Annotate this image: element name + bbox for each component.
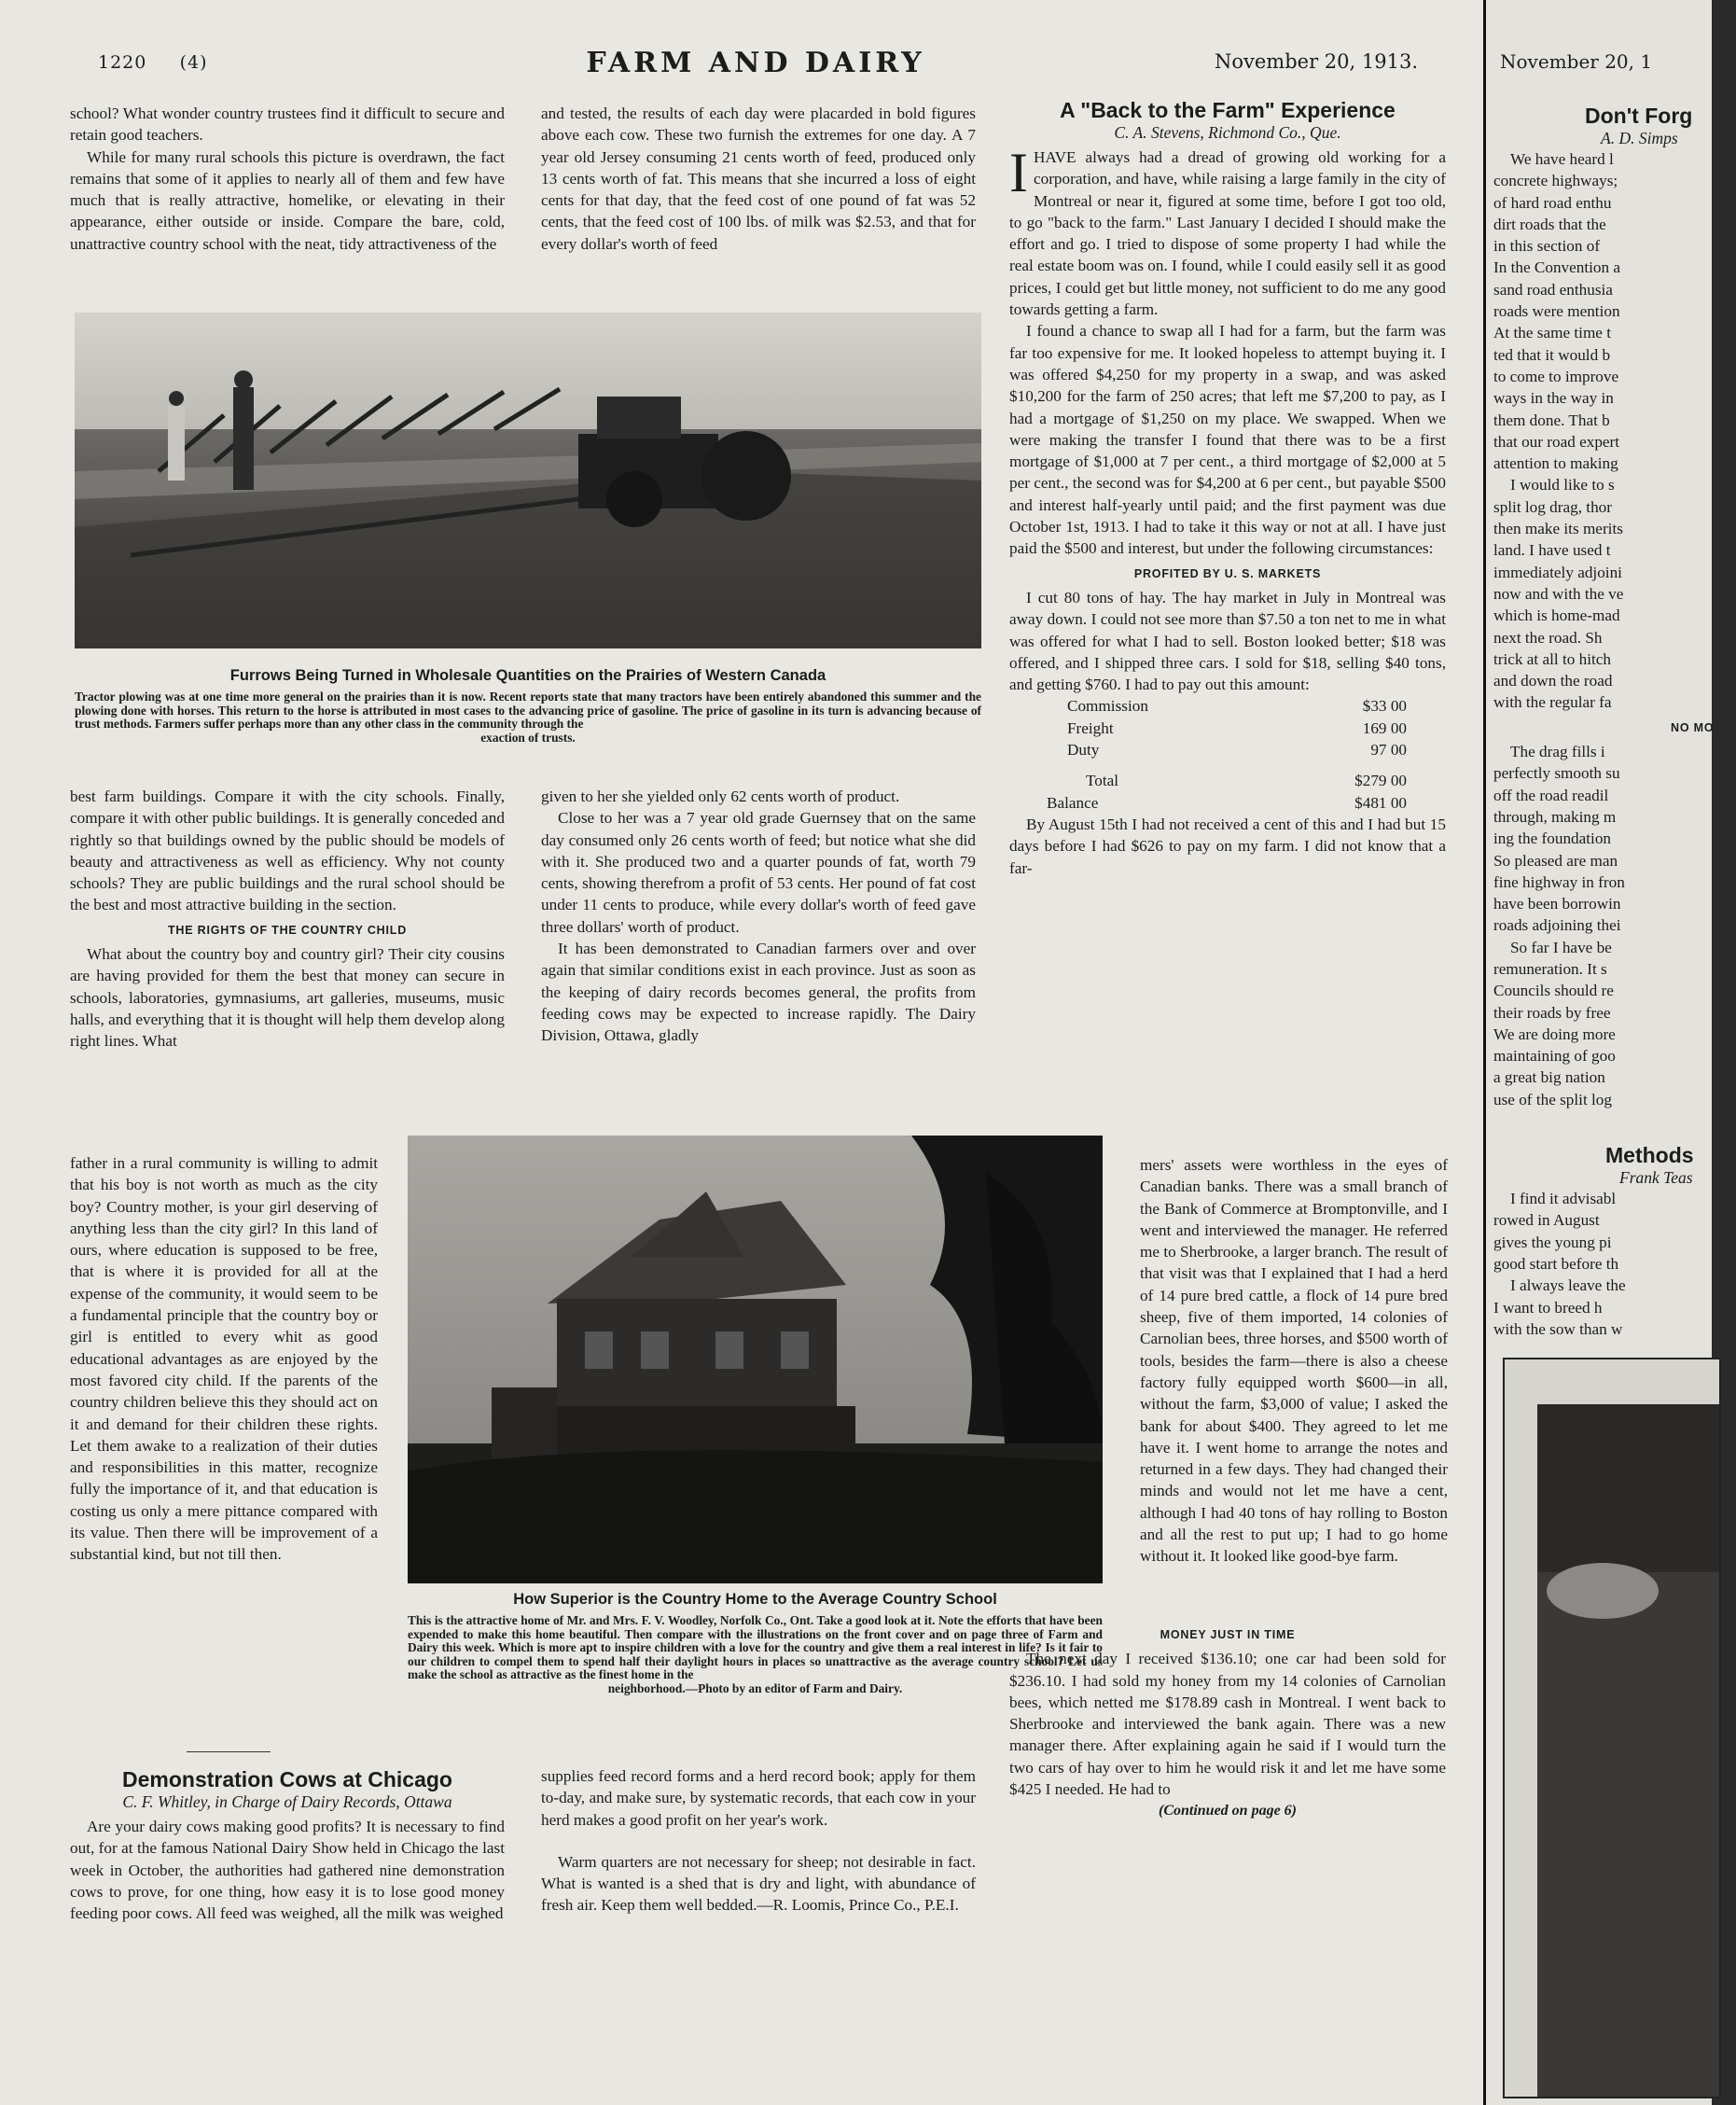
- continued-note: (Continued on page 6): [1158, 1803, 1297, 1819]
- paragraph: It has been demonstrated to Canadian farmers over and over again that similar conditions exist in each province. Just as soon as the keeping of dairy records becomes general, the profits from feeding cows may be expected to increase rapidly. The Dairy Division, Ottawa, gladly: [541, 940, 976, 1045]
- paragraph: best farm buildings. Compare it with the city schools. Finally, compare it with other public buildings. It is generally conceded and rightly so that buildings owned by the public should be models of beauty and attractiveness as well as efficiency. Why not county schools? They are public buildings and the rural school should be the best and most attractive building in the section.: [70, 788, 505, 914]
- paragraph: The next day I received $136.10; one car had been sold for $236.10. I had sold my honey from my 14 colonies of Carnolian bees, which netted me $178.89 cash in Montreal. I went back to Sherbrooke and interviewed the bank again. There was a new manager there. After explaining again he said if I would turn the two cars of hay over to him he would risk it and let me have some $425 I needed. He had to: [1009, 1650, 1446, 1799]
- section-divider: [187, 1751, 271, 1752]
- article-byline: Frank Teas: [1619, 1168, 1693, 1188]
- right-page-date: November 20, 1: [1500, 50, 1653, 73]
- paragraph: What about the country boy and country girl? Their city cousins are having provided for them the best that money can secure in schools, laboratories, gymnasiums, art galleries, museums, music halls, and everything that it is thought will help them develop along right lines. What: [70, 945, 505, 1051]
- article-title: Demonstration Cows at Chicago: [122, 1767, 452, 1791]
- col1-middle: [70, 786, 505, 1052]
- paragraph: and tested, the results of each day were placarded in bold figures above each cow. These two furnish the extremes for one day. A 7 year old Jersey consuming 21 cents worth of feed, produced only 13 cents worth of fat. This means that she incurred a loss of eight cents for that day, that the feed cost of one pound of fat was 52 cents, that the feed cost of 100 lbs. of milk was $2.53, and that for every dollar's worth of feed: [541, 105, 976, 253]
- paragraph: IHAVE always had a dread of growing old working for a corporation, and have, while raising a large family in the city of Montreal or near it, figured at some time, before I got too old, to go "back to the farm." Last January I decided I should make the effort and go. I tried to dispose of some property I had while the real estate boom was on. I found, while I could easily sell it as good prices, I could get but little money, not sufficient to do me any good towards getting a farm.: [1009, 142, 1446, 319]
- back-to-farm-article: [1009, 97, 1446, 879]
- col2-top: [541, 103, 976, 255]
- drop-cap: I: [1009, 142, 1028, 203]
- table-row: Duty 97 00: [1067, 741, 1407, 760]
- subhead-rights: THE RIGHTS OF THE COUNTRY CHILD: [167, 923, 408, 937]
- paragraph: school? What wonder country trustees find it difficult to secure and retain good teachers.: [70, 105, 505, 145]
- text-block: I find it advisabl rowed in August gives the young pi good start before th I always leave the I want to breed h with the sow than w: [1493, 1190, 1626, 1338]
- sheep-note: Warm quarters are not necessary for sheep; not desirable in fact. What is wanted is a shed that is dry and light, with abundance of fresh air. Keep them well bedded.—R. Loomis, Prince Co., P.E.I.: [541, 1852, 976, 1915]
- caption-text: Tractor plowing was at one time more general on the prairies than it is now. Recent reports state that many tractors have been entirely abandoned this summer and the plowing done with horses. This return to the horse is attributed in most cases to the advancing price of gasoline. The price of gasoline in its turn is advancing because of trust methods. Farmers suffer perhaps more than any other class in the community through the: [75, 690, 981, 732]
- table-row: Commission $33 00: [1067, 697, 1407, 716]
- table-total: Total $279 00: [1086, 772, 1407, 790]
- subhead-markets: PROFITED BY U. S. MARKETS: [1133, 566, 1322, 580]
- country-home-image: [408, 1136, 1103, 1583]
- country-home-photo: [408, 1136, 1103, 1583]
- paragraph: father in a rural community is willing to admit that his boy is not worth as much as the city boy? Country mother, is your girl deserving of anything less than the city girl? In this land of ours, where education is supposed to be free, that is where it is provided for all at the expense of the community, it would seem to be a fundamental principle that the country boy or girl is entitled to every whit as good educational advantages as are enjoyed by the most favored city child. If the parents of the country children believe this they should act on it and demand for their children these rights. Let them awake to a realization of their duties and responsibilities in this matter, recognize fully the importance of it, and that education is costing us only a mere pittance compared with its value. Then there will be improvement of a substantial kind, but not till then.: [70, 1154, 378, 1564]
- article-title: A "Back to the Farm" Experience: [1060, 98, 1396, 122]
- masthead: [93, 45, 1418, 82]
- paragraph: given to her she yielded only 62 cents worth of product.: [541, 788, 900, 805]
- paragraph: Are your dairy cows making good profits? It is necessary to find out, for at the famous National Dairy Show held in Chicago the last week in October, the authorities had gathered nine demonstration cows to prove, for one thing, how easy it is to lose good money feeding poor cows. All feed was weighed, all the milk was weighed: [70, 1818, 505, 1923]
- right-page-column: [1493, 103, 1736, 1340]
- expense-table: [1009, 695, 1446, 813]
- farm-article-bottom: [1009, 1621, 1446, 1822]
- caption-text: This is the attractive home of Mr. and Mrs. F. V. Woodley, Norfolk Co., Ont. Take a good look at it. Note the efforts that have been expended to make this home beautiful. Then compare with the illustrations on the front cover and on page three of Farm and Dairy this week. Which is more apt to inspire children with a love for the country and give them a real interest in life? Is it fair to our children to compel them to spend half their daylight hours in places so unattractive as the average country school? Let us make the school as attractive as the finest home in the: [408, 1613, 1103, 1682]
- article-byline: C. A. Stevens, Richmond Co., Que.: [1114, 123, 1341, 142]
- paragraph: By August 15th I had not received a cent of this and I had but 15 days before I had $626 to pay on my farm. I did not know that a far-: [1009, 815, 1446, 877]
- paragraph: While for many rural schools this picture is overdrawn, the fact remains that some of it applies to nearly all of them and few have much that is really attractive, homelike, or elevating in their appearance, either outside or inside. Compare the bare, cold, unattractive country school with the neat, tidy attractiveness of the: [70, 147, 505, 253]
- issue-date: November 20, 1913.: [1215, 50, 1418, 73]
- text-block: We have heard l concrete highways; of hard road enthu dirt roads that the in this section of In the Convention a sand road enthusia roads were mention At the same time t ted that it would b to come to improve ways in the way in them done. That b that our road expert attention to making I would like to s split log drag, thor then make its merits land. I have used t immediately adjoini now and with the ve which is home-mad next the road. Sh trick at all to hitch and down the road with the regular fa NO MO The drag fills i perfectly smooth su off the road readil through, making m ing the foundation So pleased are man fine highway in fron have been borrowin roads adjoining thei So far I have be remuneration. It s Councils should re their roads by free We are doing more maintaining of goo a great big nation use of the split log: [1493, 150, 1715, 1108]
- caption-text-end: neighborhood.—Photo by an editor of Farm and Dairy.: [607, 1680, 903, 1695]
- caption-text-end: exaction of trusts.: [480, 730, 576, 745]
- article-byline: A. D. Simps: [1601, 129, 1678, 147]
- subhead-money: MONEY JUST IN TIME: [1160, 1628, 1296, 1641]
- article-title: Don't Forg: [1585, 104, 1693, 128]
- table-balance: Balance $481 00: [1047, 793, 1407, 812]
- demo-cows-article: [70, 1766, 505, 1924]
- tractor-plowing-image: [75, 313, 981, 648]
- page-number: 1220 (4): [98, 52, 208, 73]
- photo2-caption-body: [408, 1614, 1103, 1696]
- farm-article-narrow: [1140, 1154, 1448, 1568]
- paragraph: I cut 80 tons of hay. The hay market in July in Montreal was away down. I could not see more than $7.50 a ton net to me in what was offered for what I had to sell. Boston looked better; $18 was offered, and I shipped three cars. I sold for $18, selling $40 tons, and getting $760. I had to pay out this amount:: [1009, 588, 1446, 694]
- col1-top: [70, 103, 505, 255]
- article-title: Methods: [1605, 1143, 1694, 1168]
- right-page-fragment: [1483, 0, 1715, 2105]
- col2-middle: [541, 786, 976, 1047]
- paragraph: Close to her was a 7 year old grade Guernsey that on the same day consumed only 26 cents worth of feed; but notice what she did with it. She produced two and a quarter pounds of fat, worth 79 cents, showing therefrom a profit of 53 cents. Her pound of fat cost under 11 cents to produce, while every dollar's worth of feed gave three dollars' worth of product.: [541, 809, 976, 936]
- table-row: Freight 169 00: [1067, 718, 1407, 737]
- photo2-caption-title: How Superior is the Country Home to the Average Country School: [513, 1591, 997, 1608]
- paragraph: I found a chance to swap all I had for a farm, but the farm was far too expensive for me. It looked hopeless to attempt buying it. I was offered $4,250 for my property in a swap, and was asked $10,200 for the farm of 250 acres; that left me $7,200 to pay, as I had a mortgage of $1,250 on my place. We swapped. When we were making the transfer I found that there was to be a first mortgage of $1,000 at 7 per cent., a third mortgage of $2,000 at 5 per cent., the second was for $4,200 at 6 per cent., but payable $500 and interest half-yearly until paid; and the first payment was due October 1st, 1913. I had to take it this way or not at all. I have just paid the $500 and interest, but under the following circumstances:: [1009, 322, 1446, 558]
- photo1-caption-title: Furrows Being Turned in Wholesale Quantities on the Prairies of Western Canada: [229, 667, 826, 684]
- tractor-plowing-photo: [75, 313, 981, 648]
- photo1-caption-body: [75, 690, 981, 745]
- right-page-photo-frame: [1503, 1358, 1721, 2098]
- article-byline: C. F. Whitley, in Charge of Dairy Records, Ottawa: [122, 1792, 452, 1811]
- publication-title: FARM AND DAIRY: [586, 47, 925, 79]
- right-page-photo: [1537, 1404, 1719, 2097]
- col2-bottom: [541, 1765, 976, 1917]
- paragraph: mers' assets were worthless in the eyes of Canadian banks. There was a small branch of the Bank of Commerce at Bromptonville, and I went and interviewed the manager. He referred me to Sherbrooke, a larger branch. The result of that visit was that I explained that I had a herd of 14 pure bred cattle, a flock of 14 pure bred sheep, five of them imported, 14 colonies of Carnolian bees, three horses, and $500 worth of tools, besides the farm—there is also a cheese factory fully equipped worth $600—in all, without the farm, $3,000 of value; I asked the bank for about $400. They agreed to let me have it. I went home to arrange the notes and returned in a few days. They had changed their minds and would not let me have a cent, although I had 40 tons of hay rolling to Boston and all the rest to put up; I had to go home without it. It looked like good-bye farm.: [1140, 1156, 1448, 1566]
- paragraph: supplies feed record forms and a herd record book; apply for them to-day, and make sure, by systematic records, that each cow in your herd makes a good profit on her year's work.: [541, 1767, 976, 1829]
- col1-narrow: [70, 1152, 378, 1566]
